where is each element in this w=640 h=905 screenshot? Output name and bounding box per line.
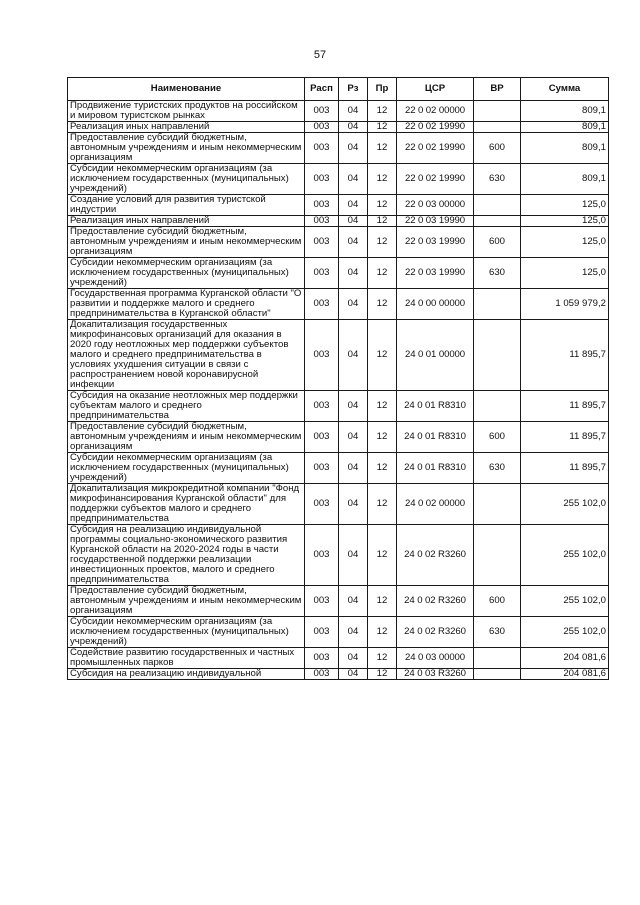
cell-pr: 12 [368, 164, 397, 195]
cell-pr: 12 [368, 586, 397, 617]
header-rasp: Расп [305, 78, 339, 101]
cell-vr: 600 [474, 422, 521, 453]
cell-rz: 04 [339, 484, 368, 525]
cell-pr: 12 [368, 289, 397, 320]
cell-sum: 125,0 [521, 216, 609, 227]
cell-pr: 12 [368, 453, 397, 484]
cell-vr: 630 [474, 258, 521, 289]
cell-rasp: 003 [305, 669, 339, 680]
cell-rz: 04 [339, 422, 368, 453]
table-row [68, 164, 609, 195]
cell-csr: 22 0 03 19990 [397, 258, 474, 289]
cell-name: Предоставление субсидий бюджетным, автономным учреждениям и иным некоммерческим организациям [68, 422, 305, 453]
cell-csr: 24 0 00 00000 [397, 289, 474, 320]
cell-name: Создание условий для развития туристской индустрии [68, 195, 305, 216]
cell-name: Субсидии некоммерческим организациям (за исключением государственных (муниципальных) учреждений) [68, 453, 305, 484]
cell-vr [474, 195, 521, 216]
cell-pr: 12 [368, 484, 397, 525]
cell-rasp: 003 [305, 320, 339, 391]
table-row [68, 484, 609, 525]
cell-sum: 204 081,6 [521, 648, 609, 669]
cell-pr: 12 [368, 227, 397, 258]
table-row [68, 422, 609, 453]
cell-vr [474, 289, 521, 320]
cell-csr: 24 0 02 R3260 [397, 525, 474, 586]
cell-pr: 12 [368, 669, 397, 680]
cell-rasp: 003 [305, 422, 339, 453]
cell-rz: 04 [339, 586, 368, 617]
cell-pr: 12 [368, 122, 397, 133]
cell-name: Субсидии некоммерческим организациям (за исключением государственных (муниципальных) учреждений) [68, 164, 305, 195]
cell-name: Реализация иных направлений [68, 216, 305, 227]
cell-rz: 04 [339, 391, 368, 422]
table-row [68, 195, 609, 216]
cell-vr: 630 [474, 617, 521, 648]
cell-csr: 22 0 03 19990 [397, 216, 474, 227]
cell-csr: 22 0 02 19990 [397, 164, 474, 195]
cell-rz: 04 [339, 122, 368, 133]
cell-sum: 125,0 [521, 195, 609, 216]
cell-rasp: 003 [305, 227, 339, 258]
cell-pr: 12 [368, 320, 397, 391]
cell-name: Реализация иных направлений [68, 122, 305, 133]
budget-table [67, 77, 609, 680]
cell-sum: 125,0 [521, 227, 609, 258]
header-sum: Сумма [521, 78, 609, 101]
cell-name: Содействие развитию государственных и частных промышленных парков [68, 648, 305, 669]
cell-pr: 12 [368, 648, 397, 669]
cell-name: Государственная программа Курганской области "О развитии и поддержке малого и среднего предпринимательства в Курганской области" [68, 289, 305, 320]
cell-vr [474, 391, 521, 422]
cell-vr: 600 [474, 586, 521, 617]
cell-rz: 04 [339, 216, 368, 227]
cell-csr: 24 0 01 R8310 [397, 453, 474, 484]
cell-rasp: 003 [305, 101, 339, 122]
cell-sum: 204 081,6 [521, 669, 609, 680]
cell-rz: 04 [339, 289, 368, 320]
cell-rasp: 003 [305, 586, 339, 617]
cell-sum: 809,1 [521, 133, 609, 164]
table-row [68, 289, 609, 320]
cell-csr: 22 0 02 19990 [397, 122, 474, 133]
table-row [68, 525, 609, 586]
table-body [68, 101, 609, 680]
cell-rasp: 003 [305, 391, 339, 422]
page-number: 57 [313, 49, 327, 61]
cell-sum: 1 059 979,2 [521, 289, 609, 320]
cell-sum: 11 895,7 [521, 391, 609, 422]
cell-csr: 24 0 01 00000 [397, 320, 474, 391]
cell-rasp: 003 [305, 133, 339, 164]
cell-vr [474, 320, 521, 391]
cell-pr: 12 [368, 391, 397, 422]
cell-rasp: 003 [305, 258, 339, 289]
cell-csr: 24 0 02 R3260 [397, 586, 474, 617]
table-row [68, 133, 609, 164]
cell-rz: 04 [339, 453, 368, 484]
cell-sum: 255 102,0 [521, 484, 609, 525]
cell-sum: 809,1 [521, 164, 609, 195]
header-csr: ЦСР [397, 78, 474, 101]
cell-rz: 04 [339, 669, 368, 680]
cell-sum: 125,0 [521, 258, 609, 289]
cell-vr [474, 669, 521, 680]
table-row [68, 391, 609, 422]
cell-sum: 809,1 [521, 101, 609, 122]
cell-pr: 12 [368, 216, 397, 227]
cell-pr: 12 [368, 525, 397, 586]
table-row [68, 669, 609, 680]
cell-csr: 22 0 02 19990 [397, 133, 474, 164]
cell-pr: 12 [368, 195, 397, 216]
cell-pr: 12 [368, 101, 397, 122]
cell-sum: 255 102,0 [521, 586, 609, 617]
cell-name: Предоставление субсидий бюджетным, автономным учреждениям и иным некоммерческим организациям [68, 586, 305, 617]
table-row [68, 227, 609, 258]
cell-rz: 04 [339, 258, 368, 289]
cell-vr: 630 [474, 164, 521, 195]
cell-pr: 12 [368, 617, 397, 648]
cell-vr: 630 [474, 453, 521, 484]
cell-vr [474, 648, 521, 669]
table-row [68, 453, 609, 484]
cell-rz: 04 [339, 101, 368, 122]
cell-csr: 22 0 03 00000 [397, 195, 474, 216]
cell-rasp: 003 [305, 484, 339, 525]
cell-name: Продвижение туристских продуктов на российском и мировом туристском рынках [68, 101, 305, 122]
cell-rasp: 003 [305, 289, 339, 320]
cell-csr: 22 0 03 19990 [397, 227, 474, 258]
cell-sum: 11 895,7 [521, 422, 609, 453]
cell-rz: 04 [339, 164, 368, 195]
cell-rz: 04 [339, 617, 368, 648]
cell-rasp: 003 [305, 648, 339, 669]
cell-pr: 12 [368, 258, 397, 289]
cell-name: Предоставление субсидий бюджетным, автономным учреждениям и иным некоммерческим организациям [68, 227, 305, 258]
cell-csr: 22 0 02 00000 [397, 101, 474, 122]
cell-pr: 12 [368, 133, 397, 164]
header-rz: Рз [339, 78, 368, 101]
header-row [68, 78, 609, 101]
table-row [68, 101, 609, 122]
cell-csr: 24 0 01 R8310 [397, 422, 474, 453]
cell-rasp: 003 [305, 122, 339, 133]
cell-vr: 600 [474, 133, 521, 164]
cell-rasp: 003 [305, 617, 339, 648]
cell-csr: 24 0 02 00000 [397, 484, 474, 525]
cell-name: Субсидии некоммерческим организациям (за исключением государственных (муниципальных) учреждений) [68, 617, 305, 648]
cell-csr: 24 0 02 R3260 [397, 617, 474, 648]
cell-vr [474, 101, 521, 122]
cell-rasp: 003 [305, 525, 339, 586]
cell-rasp: 003 [305, 195, 339, 216]
cell-vr [474, 122, 521, 133]
table-row [68, 617, 609, 648]
cell-sum: 809,1 [521, 122, 609, 133]
table-row [68, 648, 609, 669]
cell-rasp: 003 [305, 216, 339, 227]
cell-pr: 12 [368, 422, 397, 453]
table-row [68, 122, 609, 133]
header-vr: ВР [474, 78, 521, 101]
table-header [68, 78, 609, 101]
header-pr: Пр [368, 78, 397, 101]
cell-csr: 24 0 03 R3260 [397, 669, 474, 680]
cell-vr: 600 [474, 227, 521, 258]
header-name: Наименование [68, 78, 305, 101]
cell-rz: 04 [339, 525, 368, 586]
cell-csr: 24 0 01 R8310 [397, 391, 474, 422]
table-row [68, 586, 609, 617]
cell-csr: 24 0 03 00000 [397, 648, 474, 669]
table-row [68, 320, 609, 391]
cell-name: Субсидия на реализацию индивидуальной программы социально-экономического развития Курганской области на 2020-2024 годы в части государственной поддержки реализации инвестиционных проектов, малого и среднего предпринимательства [68, 525, 305, 586]
cell-rz: 04 [339, 648, 368, 669]
cell-rasp: 003 [305, 164, 339, 195]
cell-rasp: 003 [305, 453, 339, 484]
cell-name: Докапитализация микрокредитной компании "Фонд микрофинансирования Курганской области" для поддержки субъектов малого и среднего предпринимательства [68, 484, 305, 525]
cell-sum: 11 895,7 [521, 453, 609, 484]
cell-rz: 04 [339, 227, 368, 258]
cell-name: Субсидия на оказание неотложных мер поддержки субъектам малого и среднего предпринимательства [68, 391, 305, 422]
cell-rz: 04 [339, 195, 368, 216]
cell-rz: 04 [339, 133, 368, 164]
cell-sum: 255 102,0 [521, 617, 609, 648]
cell-vr [474, 216, 521, 227]
cell-name: Субсидия на реализацию индивидуальной [68, 669, 305, 680]
table-row [68, 258, 609, 289]
cell-sum: 11 895,7 [521, 320, 609, 391]
cell-name: Предоставление субсидий бюджетным, автономным учреждениям и иным некоммерческим организациям [68, 133, 305, 164]
table-row [68, 216, 609, 227]
cell-rz: 04 [339, 320, 368, 391]
cell-sum: 255 102,0 [521, 525, 609, 586]
cell-vr [474, 525, 521, 586]
cell-name: Докапитализация государственных микрофинансовых организаций для оказания в 2020 году неотложных мер поддержки субъектов малого и среднего предпринимательства в условиях ухудшения ситуации в связи с распространением новой коронавирусной инфекции [68, 320, 305, 391]
cell-vr [474, 484, 521, 525]
cell-name: Субсидии некоммерческим организациям (за исключением государственных (муниципальных) учреждений) [68, 258, 305, 289]
